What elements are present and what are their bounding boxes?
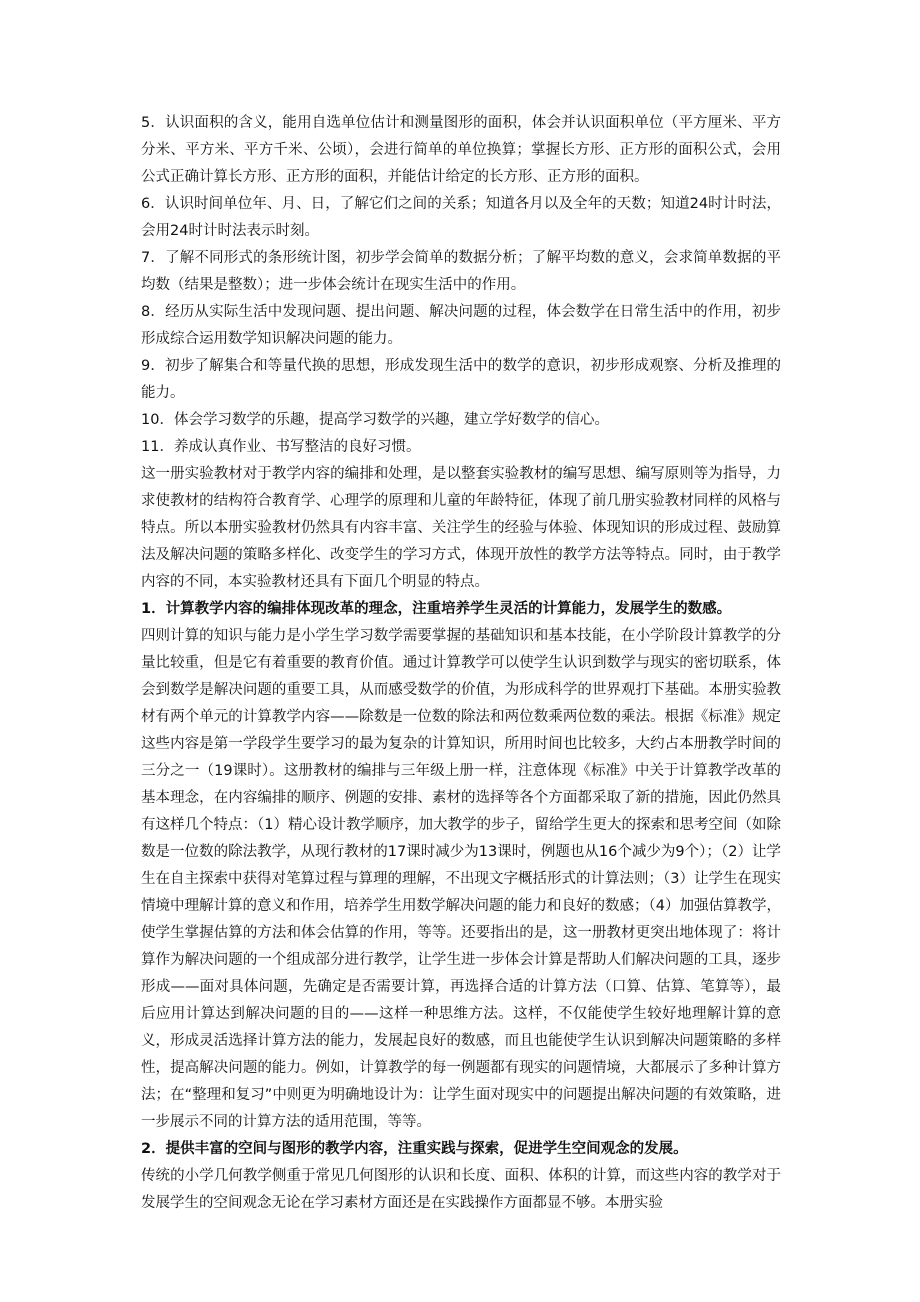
list-item-6: 6．认识时间单位年、月、日，了解它们之间的关系；知道各月以及全年的天数；知道24时计时法，会用24时计时法表示时刻。 [141,196,781,239]
section-1-heading: 1．计算教学内容的编排体现改革的理念，注重培养学生灵活的计算能力，发展学生的数感。 [141,601,732,617]
intro-paragraph: 这一册实验教材对于教学内容的编排和处理，是以整套实验教材的编写思想、编写原则等为指导，力求使教材的结构符合教育学、心理学的原理和儿童的年龄特征，体现了前几册实验教材同样的风格与特点。所以本册实验教材仍然具有内容丰富、关注学生的经验与体验、体现知识的形成过程、鼓励算法及解决问题的策略多样化、改变学生的学习方式，体现开放性的教学方法等特点。同时，由于教学内容的不同，本实验教材还具有下面几个明显的特点。 [141,466,781,590]
list-item-11: 11．养成认真作业、书写整洁的良好习惯。 [141,439,421,455]
list-item-8: 8．经历从实际生活中发现问题、提出问题、解决问题的过程，体会数学在日常生活中的作用，初步形成综合运用数学知识解决问题的能力。 [141,304,781,347]
list-item-10: 10．体会学习数学的乐趣，提高学习数学的兴趣，建立学好数学的信心。 [141,412,609,428]
list-item-9: 9．初步了解集合和等量代换的思想，形成发现生活中的数学的意识，初步形成观察、分析及推理的能力。 [141,358,781,401]
section-2-heading: 2．提供丰富的空间与图形的教学内容，注重实践与探索，促进学生空间观念的发展。 [141,1141,688,1157]
list-item-7: 7．了解不同形式的条形统计图，初步学会简单的数据分析；了解平均数的意义，会求简单数据的平均数（结果是整数）；进一步体会统计在现实生活中的作用。 [141,250,781,293]
list-item-5: 5．认识面积的含义，能用自选单位估计和测量图形的面积，体会并认识面积单位（平方厘米、平方分米、平方米、平方千米、公顷），会进行简单的单位换算；掌握长方形、正方形的面积公式，会用公式正确计算长方形、正方形的面积，并能估计给定的长方形、正方形的面积。 [141,115,781,185]
section-2-body: 传统的小学几何教学侧重于常见几何图形的认识和长度、面积、体积的计算，而这些内容的教学对于发展学生的空间观念无论在学习素材方面还是在实践操作方面都显不够。本册实验 [141,1168,781,1211]
document-page [141,110,781,1217]
section-1-body: 四则计算的知识与能力是小学生学习数学需要掌握的基础知识和基本技能，在小学阶段计算教学的分量比较重，但是它有着重要的教育价值。通过计算教学可以使学生认识到数学与现实的密切联系，体会到数学是解决问题的重要工具，从而感受数学的价值，为形成科学的世界观打下基础。本册实验教材有两个单元的计算教学内容——除数是一位数的除法和两位数乘两位数的乘法。根据《标准》规定这些内容是第一学段学生要学习的最为复杂的计算知识，所用时间也比较多，大约占本册教学时间的三分之一（19课时）。这册教材的编排与三年级上册一样，注意体现《标准》中关于计算教学改革的基本理念，在内容编排的顺序、例题的安排、素材的选择等各个方面都采取了新的措施，因此仍然具有这样几个特点：（1）精心设计教学顺序，加大教学的步子，留给学生更大的探索和思考空间（如除数是一位数的除法教学，从现行教材的17课时减少为13课时，例题也从16个减少为9个）；（2）让学生在自主探索中获得对笔算过程与算理的理解，不出现文字概括形式的计算法则；（3）让学生在现实情境中理解计算的意义和作用，培养学生用数学解决问题的能力和良好的数感；（4）加强估算教学，使学生掌握估算的方法和体会估算的作用，等等。还要指出的是，这一册教材更突出地体现了：将计算作为解决问题的一个组成部分进行教学，让学生进一步体会计算是帮助人们解决问题的工具，逐步形成——面对具体问题，先确定是否需要计算，再选择合适的计算方法（口算、估算、笔算等），最后应用计算达到解决问题的目的——这样一种思维方法。这样，不仅能使学生较好地理解计算的意义，形成灵活选择计算方法的能力，发展起良好的数感，而且也能使学生认识到解决问题策略的多样性，提高解决问题的能力。例如，计算教学的每一例题都有现实的问题情境，大都展示了多种计算方法；在“整理和复习”中则更为明确地设计为：让学生面对现实中的问题提出解决问题的有效策略，进一步展示不同的计算方法的适用范围，等等。 [141,628,781,1130]
